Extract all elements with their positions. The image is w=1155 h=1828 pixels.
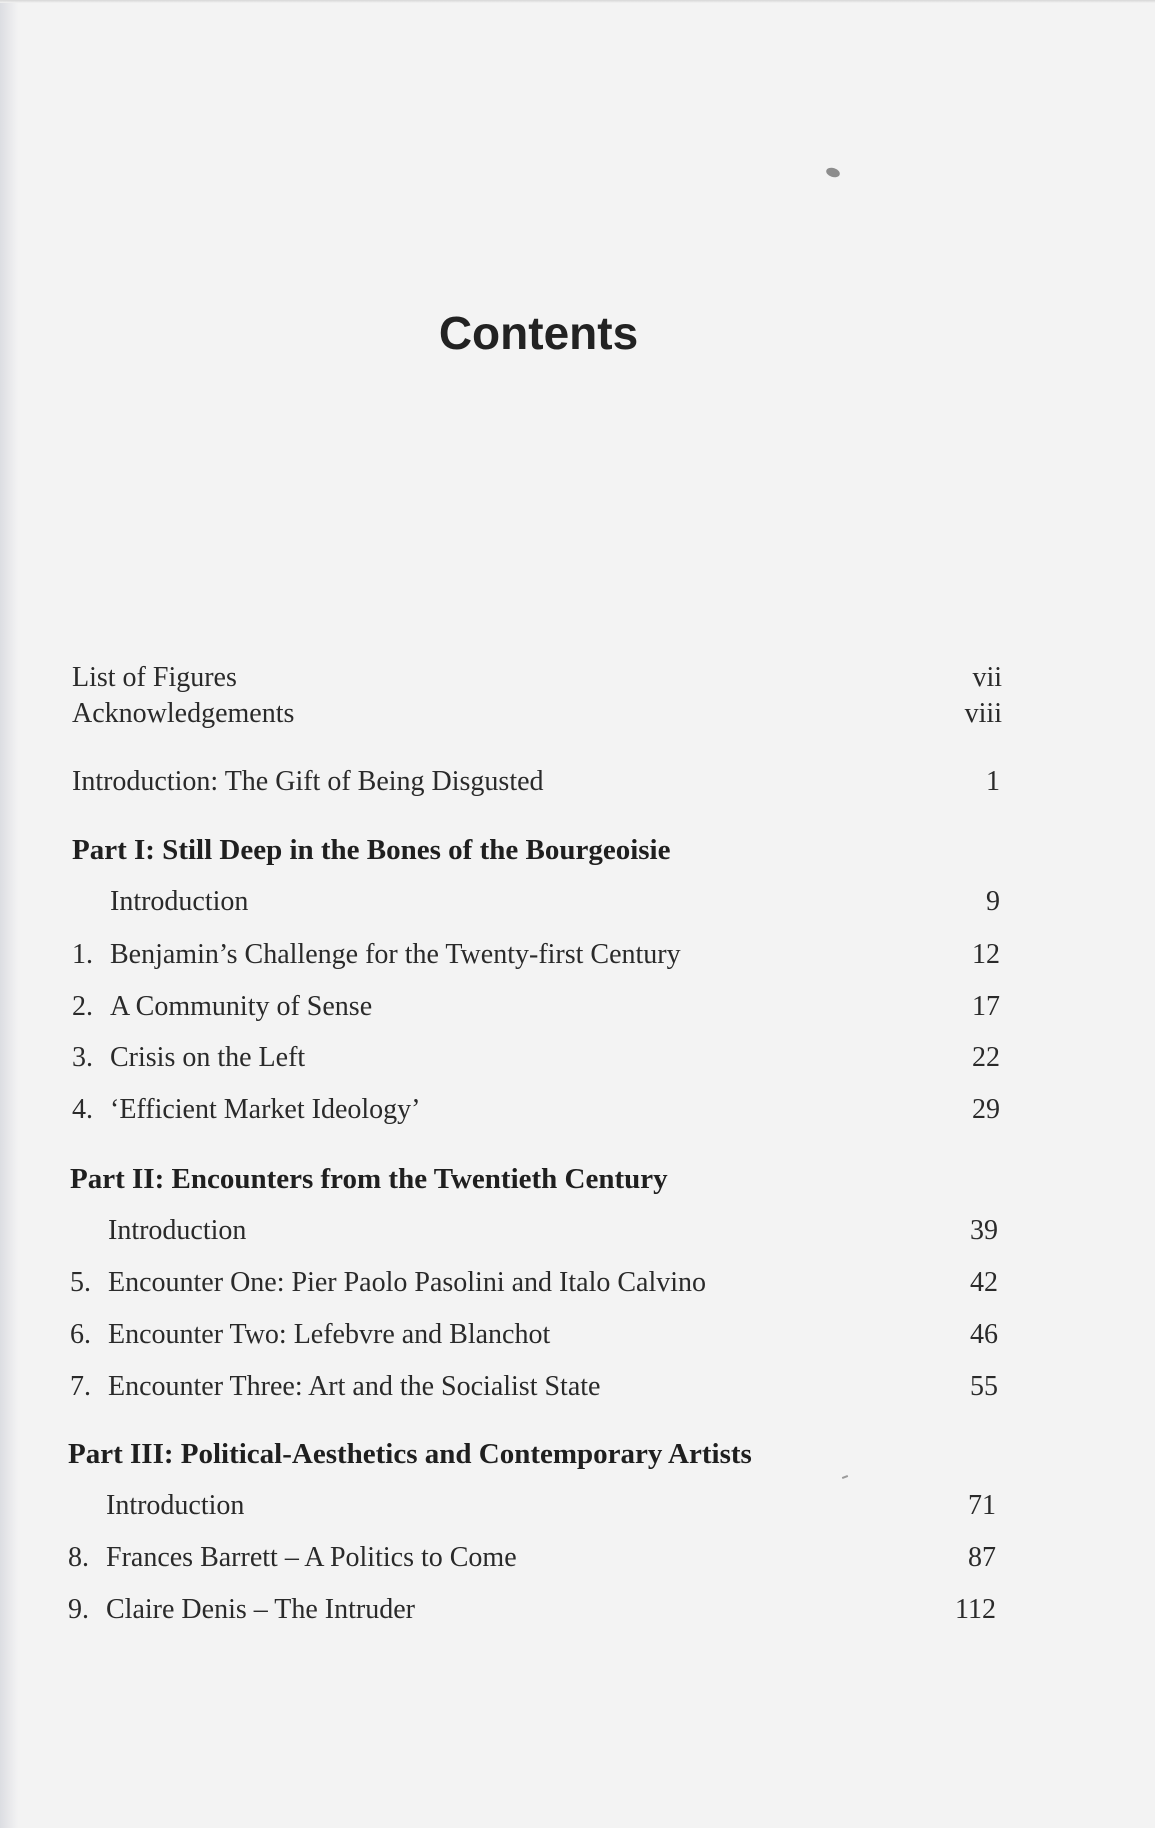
toc-entry-label: List of Figures xyxy=(72,662,237,693)
toc-entry-page: vii xyxy=(972,662,1002,693)
toc-entry xyxy=(72,935,1000,975)
toc-entry-page: 12 xyxy=(972,939,1000,970)
toc-entry-page: 42 xyxy=(970,1267,998,1298)
toc-entry-label: Claire Denis – The Intruder xyxy=(106,1594,415,1625)
toc-entry-page: 55 xyxy=(970,1371,998,1402)
toc-entry-page: 22 xyxy=(972,1042,1000,1073)
toc-entry-page: 39 xyxy=(970,1215,998,1246)
toc-entry-number: 6. xyxy=(70,1319,91,1350)
toc-entry-label: Introduction xyxy=(106,1490,245,1521)
toc-entry-page: 71 xyxy=(968,1490,996,1521)
toc-entry-introduction xyxy=(72,762,1000,802)
toc-entry-number: 7. xyxy=(70,1371,91,1402)
toc-entry-number: 1. xyxy=(72,939,93,970)
toc-entry-number: 8. xyxy=(68,1542,89,1573)
toc-entry-number: 3. xyxy=(72,1042,93,1073)
toc-entry-page: 29 xyxy=(972,1094,1000,1125)
toc-entry-label: Frances Barrett – A Politics to Come xyxy=(106,1542,517,1573)
toc-entry-page: 112 xyxy=(955,1594,996,1625)
part-heading-2: Part II: Encounters from the Twentieth Century xyxy=(70,1163,668,1195)
part-heading-3: Part III: Political-Aesthetics and Contemporary Artists xyxy=(68,1438,752,1470)
toc-entry-number: 5. xyxy=(70,1267,91,1298)
toc-entry xyxy=(72,1038,1000,1078)
toc-entry xyxy=(70,1367,998,1407)
toc-entry xyxy=(70,1211,998,1251)
toc-entry-number: 9. xyxy=(68,1594,89,1625)
toc-entry xyxy=(72,882,1000,922)
toc-entry xyxy=(68,1538,996,1578)
toc-entry-label: Introduction: The Gift of Being Disgusted xyxy=(72,766,544,797)
toc-entry-page: 17 xyxy=(972,991,1000,1022)
toc-entry-number: 2. xyxy=(72,991,93,1022)
toc-entry-label: Acknowledgements xyxy=(72,698,295,729)
toc-entry-number: 4. xyxy=(72,1094,93,1125)
toc-entry-page: 1 xyxy=(986,766,1000,797)
toc-entry-page: 46 xyxy=(970,1319,998,1350)
toc-entry-acknowledgements xyxy=(72,694,1002,734)
toc-entry-page: 87 xyxy=(968,1542,996,1573)
part-heading-1: Part I: Still Deep in the Bones of the Bourgeoisie xyxy=(72,834,671,866)
toc-entry xyxy=(72,1090,1000,1130)
toc-entry-label: Benjamin’s Challenge for the Twenty-first Century xyxy=(110,939,681,970)
toc-entry-label: Encounter Three: Art and the Socialist State xyxy=(108,1371,601,1402)
toc-entry xyxy=(68,1486,996,1526)
toc-entry-label: Encounter Two: Lefebvre and Blanchot xyxy=(108,1319,551,1350)
toc-entry-page: viii xyxy=(964,698,1002,729)
toc-entry-label: Crisis on the Left xyxy=(110,1042,306,1073)
toc-entry xyxy=(70,1315,998,1355)
toc-entry xyxy=(70,1263,998,1303)
toc-entry xyxy=(72,987,1000,1027)
toc-entry-list-of-figures xyxy=(72,658,1002,698)
toc-entry-label: ‘Efficient Market Ideology’ xyxy=(110,1094,421,1125)
page-title: Contents xyxy=(438,307,639,359)
toc-entry-label: Introduction xyxy=(110,886,249,917)
toc-entry-label: Introduction xyxy=(108,1215,247,1246)
toc-entry xyxy=(68,1590,996,1630)
toc-entry-label: A Community of Sense xyxy=(110,991,373,1022)
toc-entry-label: Encounter One: Pier Paolo Pasolini and Italo Calvino xyxy=(108,1267,707,1298)
toc-entry-page: 9 xyxy=(986,886,1000,917)
